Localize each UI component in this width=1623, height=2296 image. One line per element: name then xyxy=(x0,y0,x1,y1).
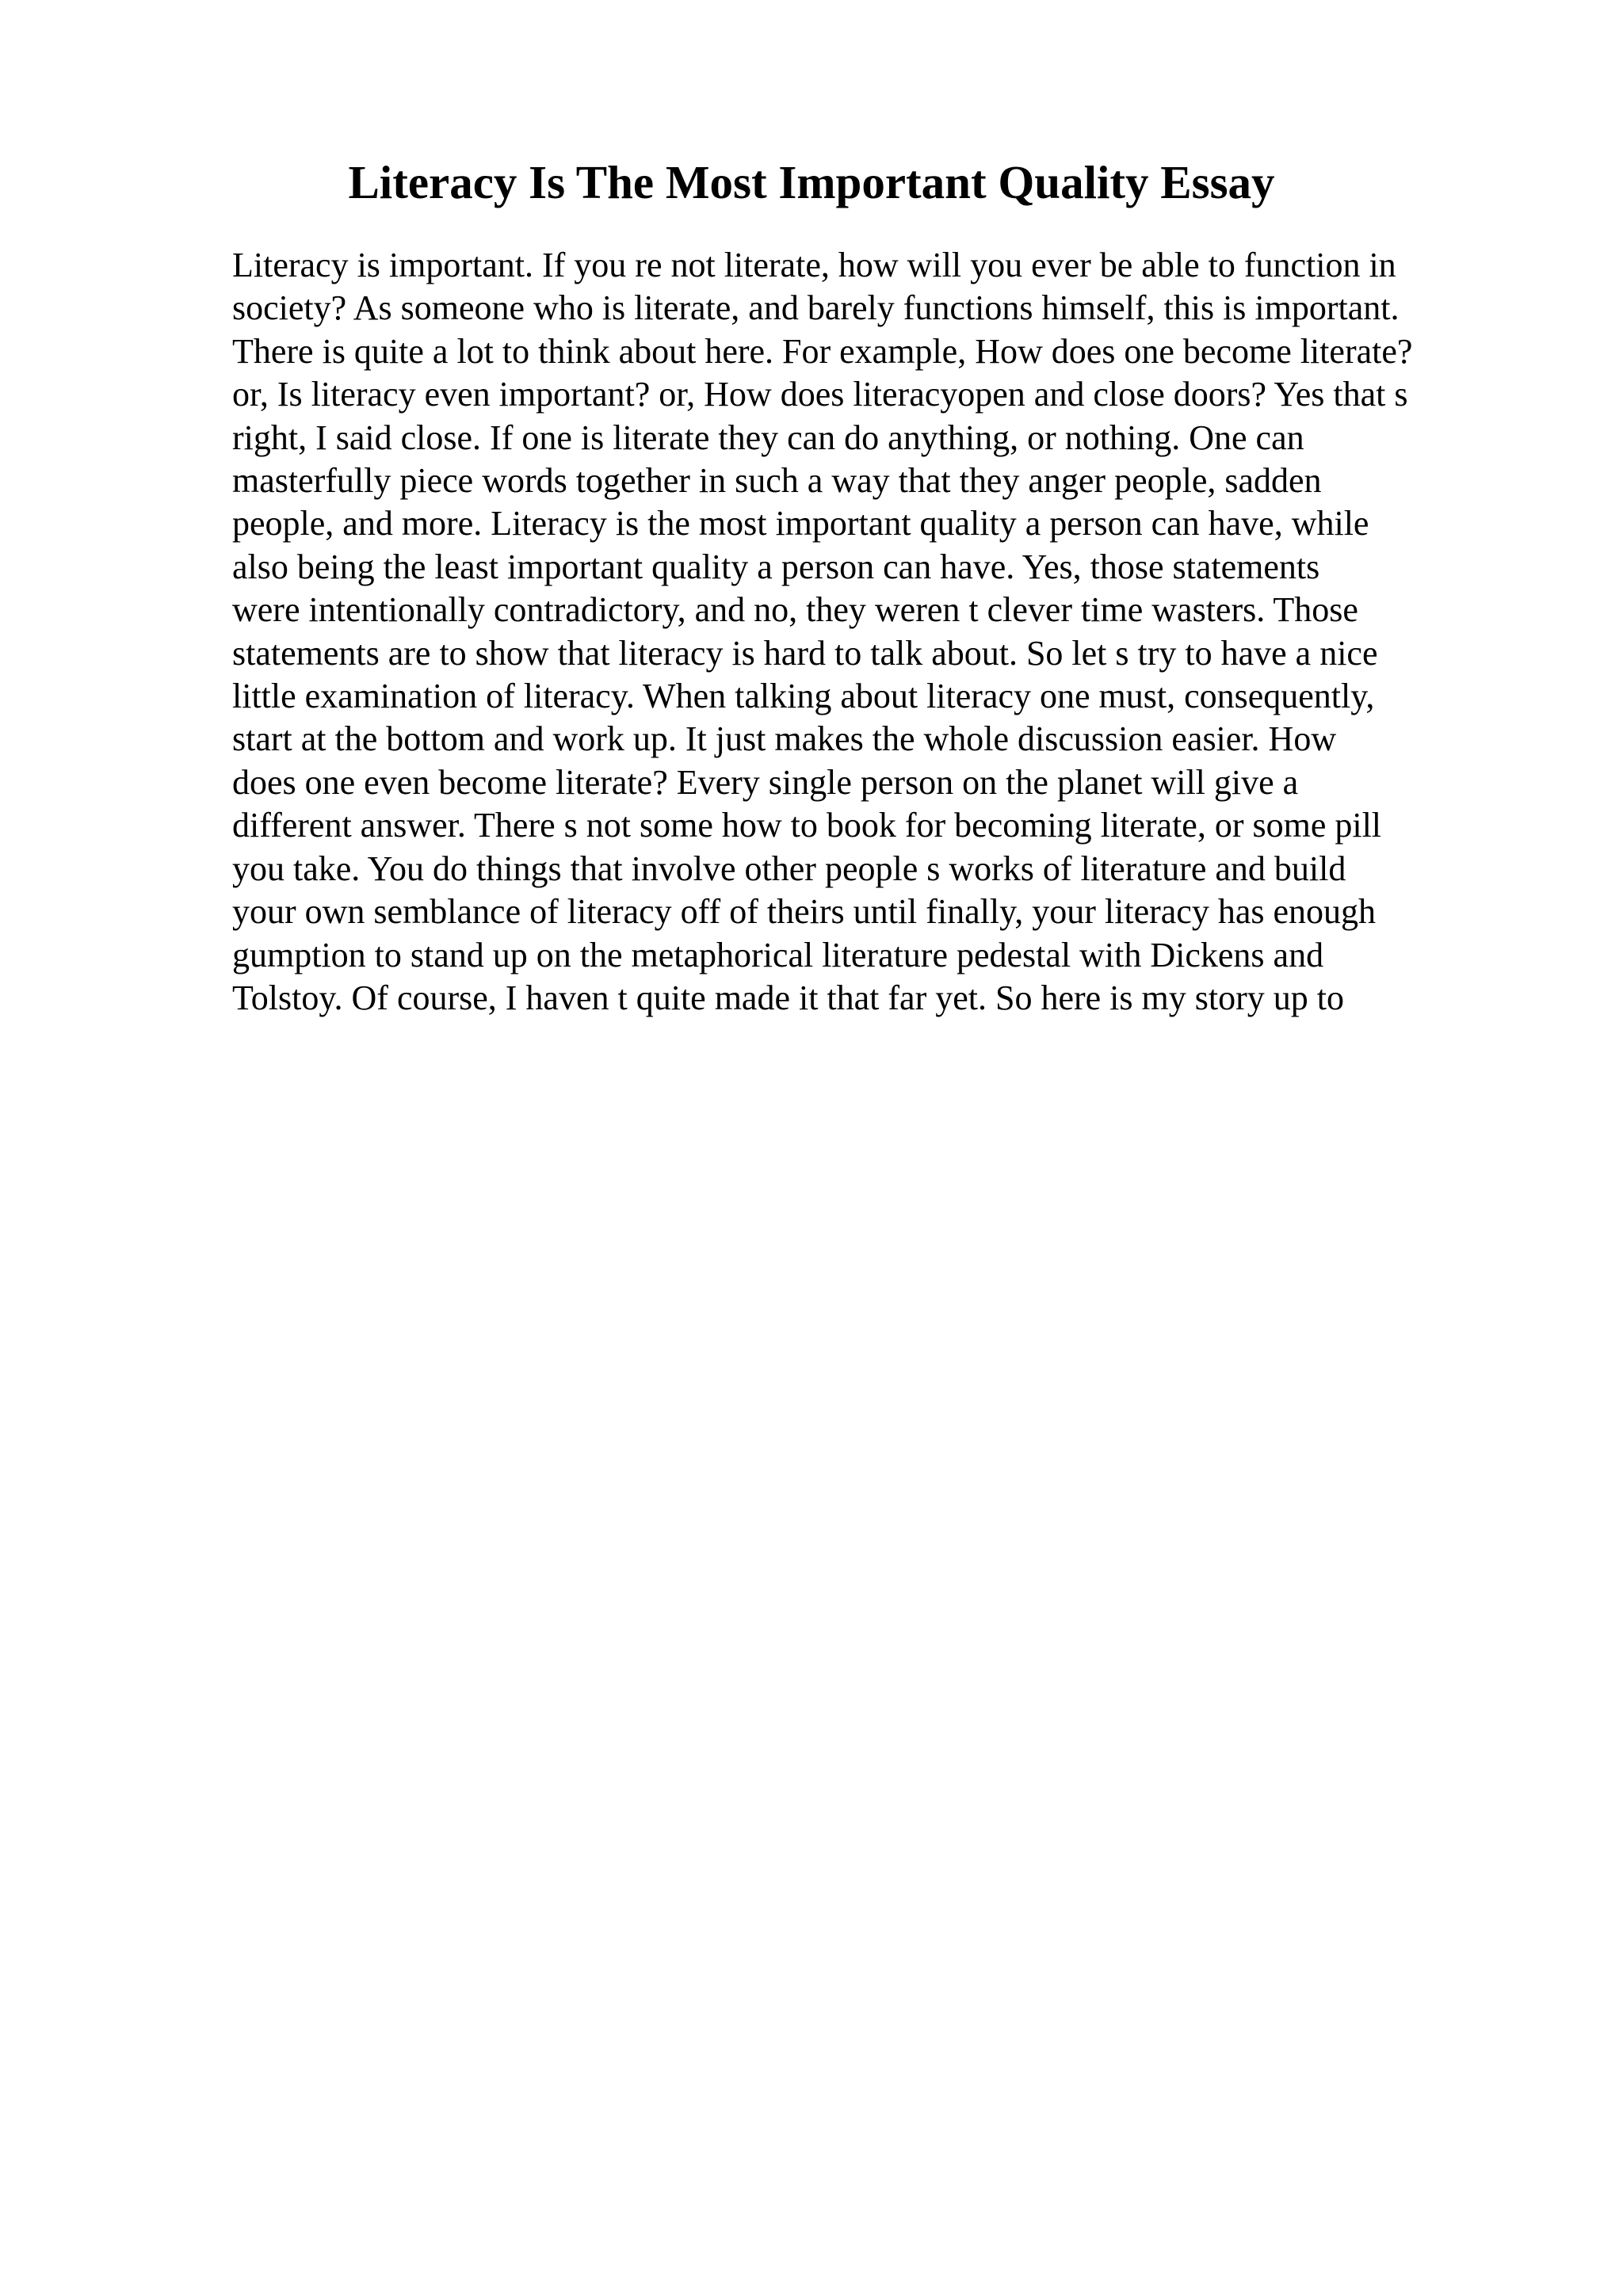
essay-line: does one even become literate? Every single person on the planet will give a xyxy=(232,762,1299,802)
essay-line: statements are to show that literacy is hard to talk about. So let s try to have a nice xyxy=(232,633,1378,673)
essay-line: also being the least important quality a person can have. Yes, those statements xyxy=(232,547,1320,586)
essay-line: were intentionally contradictory, and no, they weren t clever time wasters. Those xyxy=(232,590,1358,630)
essay-line: Literacy is important. If you re not literate, how will you ever be able to function in xyxy=(232,246,1396,284)
essay-line: masterfully piece words together in such a way that they anger people, sadden xyxy=(232,461,1322,501)
essay-line: your own semblance of literacy off of theirs until finally, your literacy has enough xyxy=(232,892,1377,932)
essay-line: you take. You do things that involve other people s works of literature and build xyxy=(232,849,1346,888)
document-title: Literacy Is The Most Important Quality Essay xyxy=(348,156,1275,208)
essay-line: gumption to stand up on the metaphorical literature pedestal with Dickens and xyxy=(232,935,1324,974)
essay-line: Tolstoy. Of course, I haven t quite made it that far yet. So here is my story up to xyxy=(232,978,1344,1017)
essay-line: There is quite a lot to think about here. For example, How does one become literate? xyxy=(232,331,1413,371)
essay-line: people, and more. Literacy is the most important quality a person can have, while xyxy=(232,504,1369,543)
essay-body xyxy=(232,244,1500,1020)
essay-line: right, I said close. If one is literate they can do anything, or nothing. One can xyxy=(232,418,1304,457)
essay-line: little examination of literacy. When talking about literacy one must, consequently, xyxy=(232,677,1375,716)
essay-line: or, Is literacy even important? or, How does literacyopen and close doors? Yes that s xyxy=(232,375,1408,414)
essay-line: different answer. There s not some how to book for becoming literate, or some pill xyxy=(232,806,1382,845)
essay-line: society? As someone who is literate, and barely functions himself, this is important. xyxy=(232,288,1400,328)
essay-line: start at the bottom and work up. It just makes the whole discussion easier. How xyxy=(232,719,1337,759)
